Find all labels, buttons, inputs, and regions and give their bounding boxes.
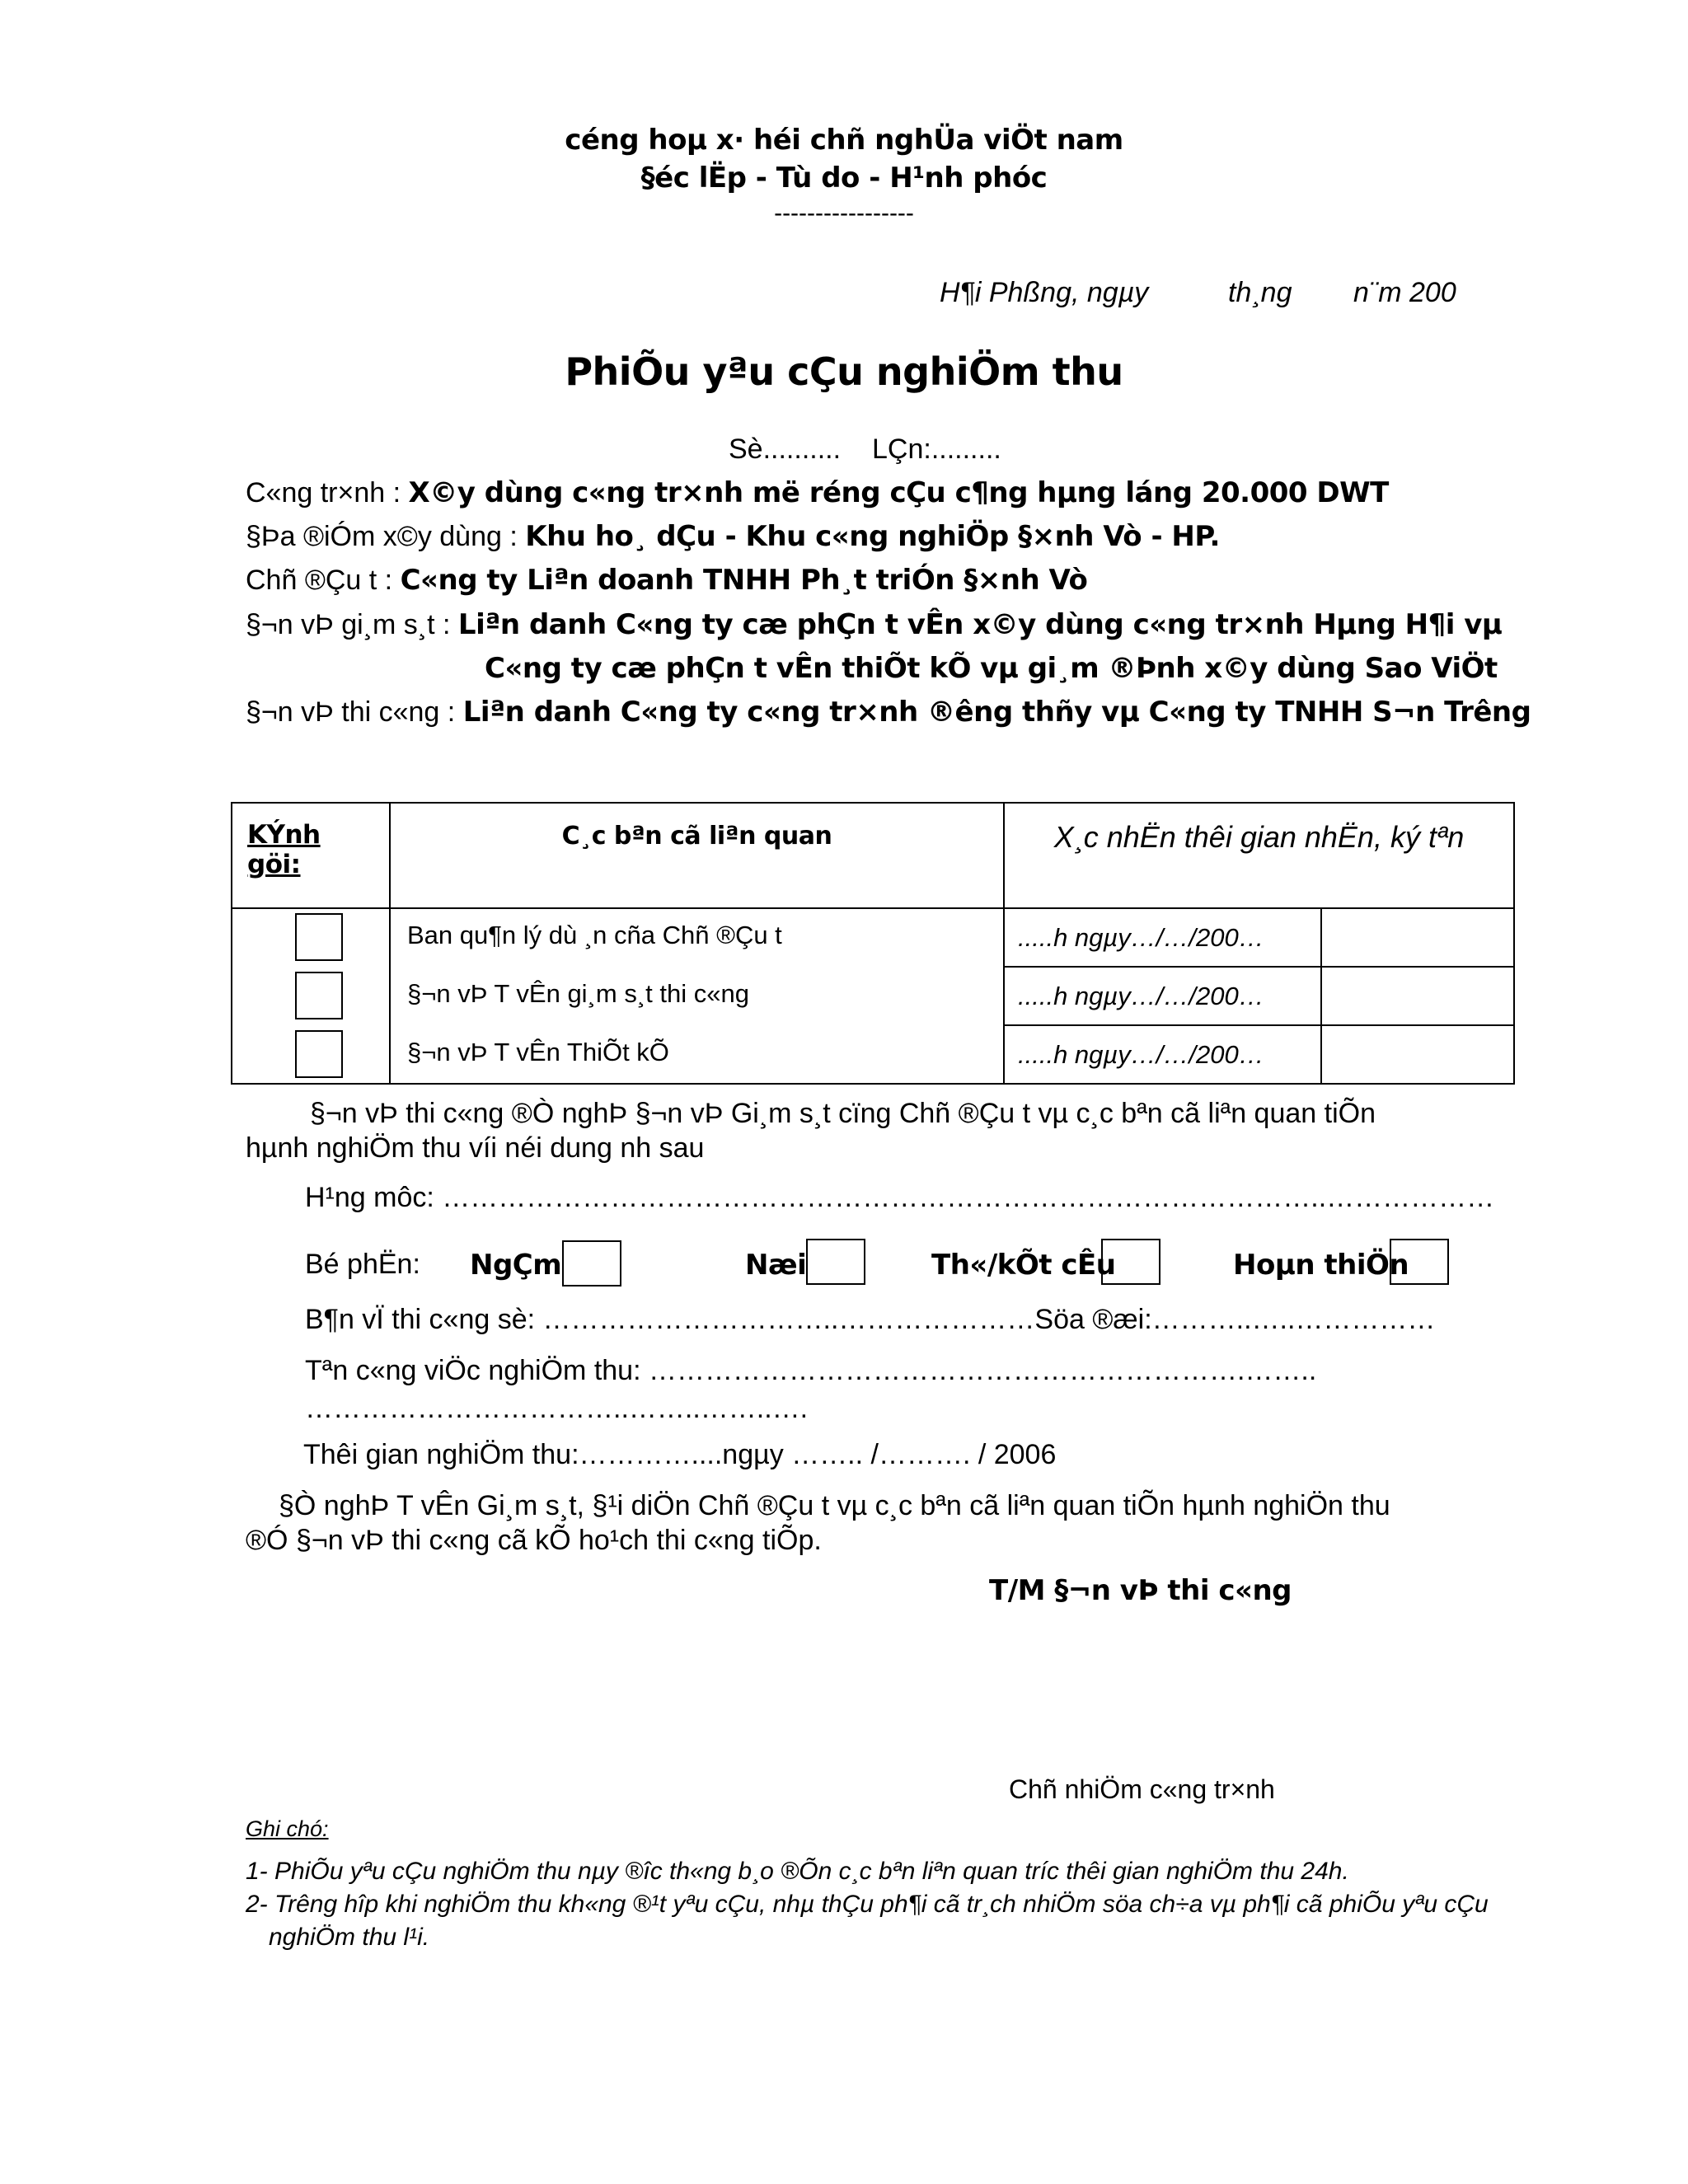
work-name-field-continued[interactable]: ……………………………..……..……..…. — [305, 1393, 809, 1424]
page-title: PhiÕu yªu cÇu nghiÖm thu — [565, 349, 1123, 394]
date-place: H¶i Phßng, ngµy — [940, 277, 1149, 308]
document-issue: LÇn:......... — [872, 434, 1001, 465]
intro-line-1: §¬n vÞ thi c«ng ®Ò nghÞ §¬n vÞ Gi¸m s¸t cïng Chñ ®Çu t vµ c¸c bªn cã liªn quan tiÕn — [310, 1098, 1376, 1129]
national-motto: §éc lËp - Tù do - H¹nh phóc — [640, 162, 1048, 194]
receipt-time-2[interactable]: .....h ngµy…/…/200… — [1004, 967, 1321, 1025]
note-1: 1- PhiÕu yªu cÇu nghiÖm thu nµy ®îc th«ng b¸o ®Õn c¸c bªn liªn quan tríc thêi gian nghiÖm thu 24h. — [246, 1858, 1349, 1885]
request-line-1: §Ò nghÞ T vÊn Gi¸m s¸t, §¹i diÖn Chñ ®Çu t vµ c¸c bªn cã liªn quan tiÕn hµnh nghiÖn thu — [279, 1490, 1390, 1521]
work-item-field[interactable]: H¹ng môc: …………………………………………………………………………………..……………… — [305, 1182, 1495, 1213]
document-number: Sè.......... — [729, 434, 842, 465]
party-project-management: Ban qu¶n lý dù ¸n cña Chñ ®Çu t — [407, 921, 782, 949]
notes-title — [246, 1816, 329, 1842]
column-header-to — [232, 803, 390, 908]
header-divider: ----------------- — [774, 199, 914, 227]
request-line-2: ®Ó §¬n vÞ thi c«ng cã kÕ ho¹ch thi c«ng tiÕp. — [246, 1525, 822, 1556]
info-project — [246, 476, 1389, 509]
contractor-value: Liªn danh C«ng ty c«ng tr×nh ®êng thñy vµ C«ng ty TNHH S¬n Trêng — [462, 696, 1531, 729]
investor-value: C«ng ty Liªn doanh TNHH Ph¸t triÓn §×nh Vò — [400, 564, 1088, 597]
option-structure-label: Th«/kÕt cÊu — [931, 1249, 1116, 1282]
supervisor-value-1: Liªn danh C«ng ty cæ phÇn t vÊn x©y dùng c«ng tr×nh Hµng H¶i vµ — [457, 608, 1503, 641]
component-label: Bé phËn: — [305, 1249, 420, 1280]
recipients-table — [231, 802, 1515, 1085]
parties-column — [390, 908, 1004, 1084]
option-floating-label: Næi — [745, 1249, 807, 1282]
info-supervisor — [246, 608, 1502, 641]
party-supervision-consultant: §¬n vÞ T vÊn gi¸m s¸t thi c«ng — [407, 979, 749, 1008]
signature-cell-3[interactable] — [1321, 1025, 1514, 1084]
drawing-number-field[interactable]: B¶n vÏ thi c«ng sè: …………………………..…………………Söa ®æi:………..…..…………… — [305, 1304, 1436, 1335]
signature-cell-1[interactable] — [1321, 908, 1514, 967]
intro-line-2: hµnh nghiÖm thu víi néi dung nh sau — [246, 1132, 705, 1164]
option-structure-checkbox[interactable] — [1101, 1239, 1160, 1285]
contractor-signature-title: T/M §¬n vÞ thi c«ng — [989, 1574, 1292, 1607]
to-header-line1: KÝnh — [247, 820, 321, 850]
checkbox-column — [232, 908, 390, 1084]
info-investor — [246, 564, 1087, 597]
project-label: C«ng tr×nh : — [246, 477, 401, 509]
receipt-time-3[interactable]: .....h ngµy…/…/200… — [1004, 1025, 1321, 1084]
option-underground-label: NgÇm — [470, 1249, 562, 1282]
info-location — [246, 520, 1220, 553]
location-label: §Þa ®iÓm x©y dùng : — [246, 521, 518, 552]
note-2: 2- Trêng hîp khi nghiÖm thu kh«ng ®¹t yªu cÇu, nhµ thÇu ph¶i cã tr¸ch nhiÖm söa ch÷a vµ ph¶i cã phiÕu yªu cÇu — [246, 1891, 1489, 1918]
location-value: Khu ho¸ dÇu - Khu c«ng nghiÖp §×nh Vò - HP. — [525, 520, 1220, 553]
inspection-time-field[interactable]: Thêi gian nghiÖm thu:…………....ngµy …….. /………. / 2006 — [303, 1439, 1057, 1470]
option-floating-checkbox[interactable] — [806, 1239, 865, 1285]
national-header: céng hoµ x· héi chñ nghÜa viÖt nam — [565, 124, 1123, 157]
project-value: X©y dùng c«ng tr×nh më réng cÇu c¶ng hµng láng 20.000 DWT — [408, 476, 1389, 509]
contractor-label: §¬n vÞ thi c«ng : — [246, 696, 456, 728]
column-header-parties: C¸c bªn cã liªn quan — [390, 803, 1004, 908]
project-manager-title: Chñ nhiÖm c«ng tr×nh — [1009, 1774, 1275, 1804]
option-underground-checkbox[interactable] — [562, 1240, 621, 1286]
option-finishing-checkbox[interactable] — [1390, 1239, 1449, 1285]
work-name-field[interactable]: Tªn c«ng viÖc nghiÖm thu: ……………………………………………………….…….. — [305, 1355, 1317, 1386]
to-header-line2: göi: — [247, 850, 301, 879]
supervisor-value-2: C«ng ty cæ phÇn t vÊn thiÕt kÕ vµ gi¸m ®Þnh x©y dùng Sao ViÖt — [485, 652, 1498, 685]
receipt-time-1[interactable]: .....h ngµy…/…/200… — [1004, 908, 1321, 967]
checkbox-design-consultant[interactable] — [295, 1030, 343, 1078]
table-header-row — [232, 803, 1514, 908]
supervisor-label: §¬n vÞ gi¸m s¸t : — [246, 609, 451, 640]
date-year: n¨m 200 — [1353, 277, 1456, 308]
party-design-consultant: §¬n vÞ T vÊn ThiÕt kÕ — [407, 1038, 669, 1066]
checkbox-project-management[interactable] — [295, 913, 343, 961]
column-header-confirmation: X¸c nhËn thêi gian nhËn, ký tªn — [1004, 803, 1514, 908]
info-contractor — [246, 696, 1531, 729]
note-2-continued: nghiÖm thu l¹i. — [269, 1924, 430, 1951]
checkbox-supervision-consultant[interactable] — [295, 972, 343, 1019]
investor-label: Chñ ®Çu t : — [246, 565, 393, 596]
signature-cell-2[interactable] — [1321, 967, 1514, 1025]
notes-title-text: Ghi chó: — [246, 1816, 329, 1841]
date-month: th¸ng — [1228, 277, 1292, 308]
table-row — [232, 908, 1514, 967]
option-finishing-label: Hoµn thiÖn — [1233, 1249, 1409, 1282]
